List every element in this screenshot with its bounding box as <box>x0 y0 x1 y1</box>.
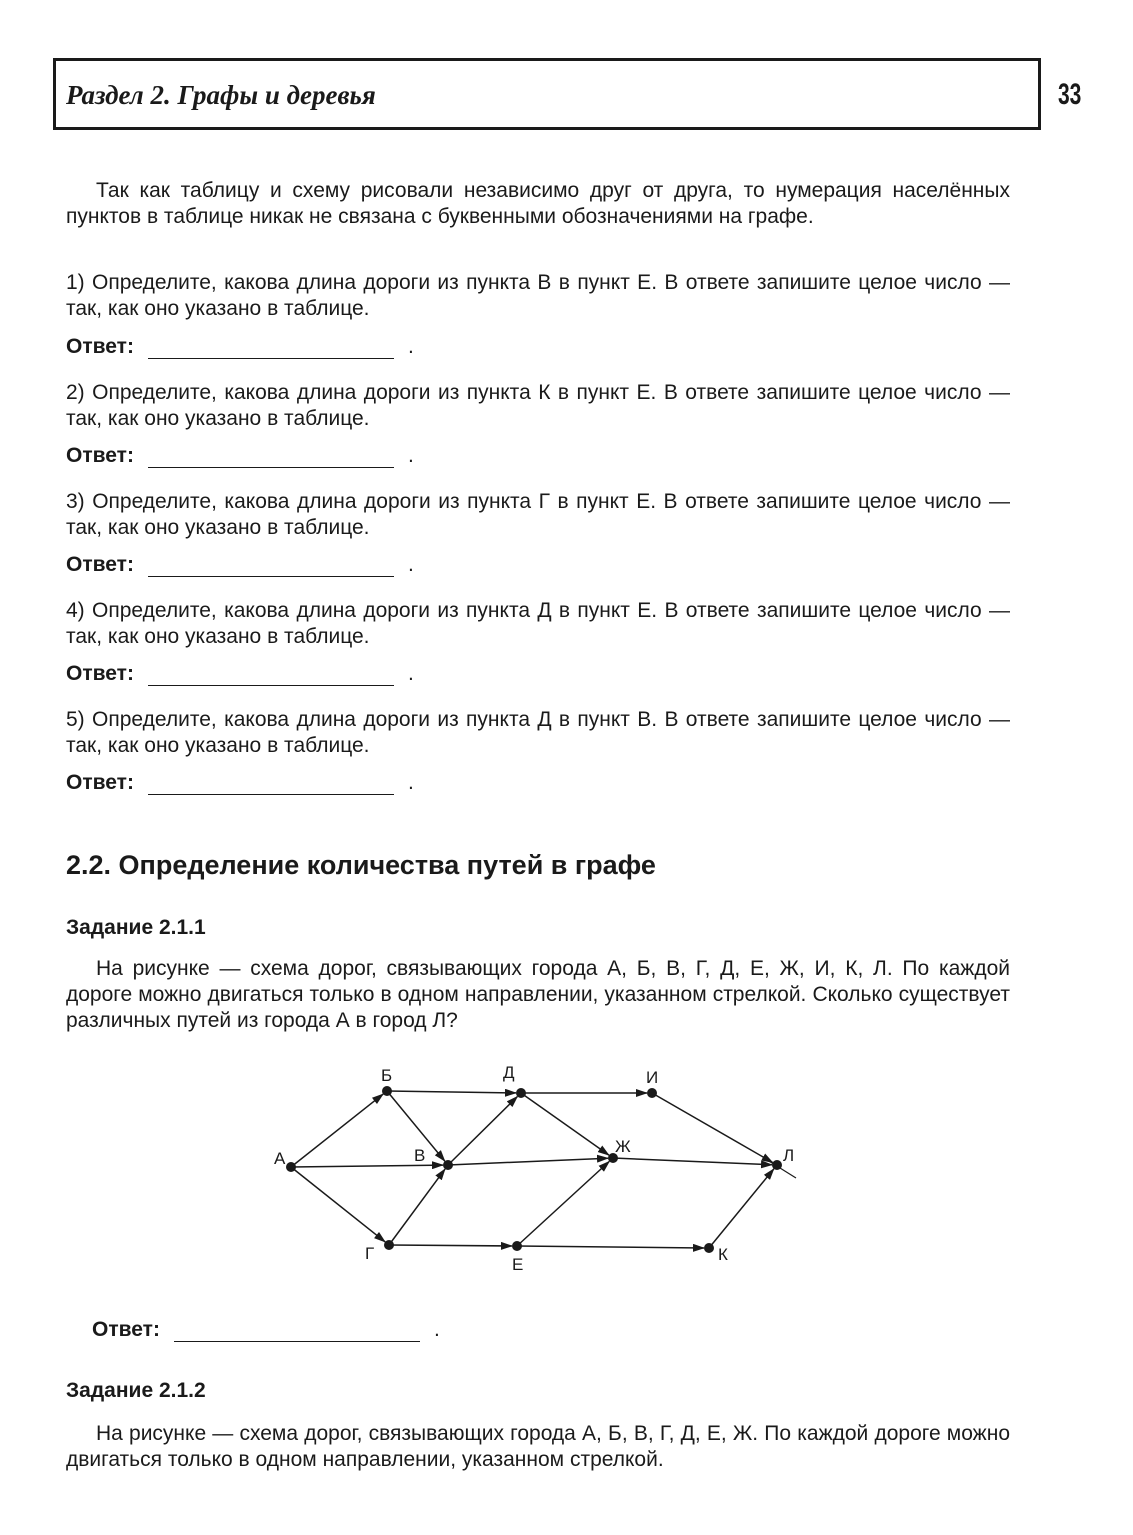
answer-field-task1[interactable] <box>174 1319 420 1342</box>
answer-row-1: Ответ: . <box>66 335 414 358</box>
node-G <box>384 1240 394 1250</box>
edge-I-L <box>652 1093 773 1163</box>
intro-paragraph: Так как таблицу и схему рисовали независимо друг от друга, то нумерация населённых пунктов в таблице никак не связана с буквенными обозначениями на графе. <box>66 179 1010 228</box>
answer-row-2: Ответ: . <box>66 444 414 467</box>
node-label-V: В <box>414 1146 426 1165</box>
edge-G-E <box>389 1245 512 1246</box>
node-E <box>512 1241 522 1251</box>
edge-B-D <box>387 1091 516 1093</box>
edge-E-K <box>517 1246 704 1248</box>
question-3: 3) Определите, какова длина дороги из пункта Г в пункт Е. В ответе запишите целое число — так, как оно указано в таблице. <box>66 490 1010 539</box>
page-number: 33 <box>1058 78 1082 111</box>
edge-D-Zh <box>521 1093 609 1155</box>
node-label-I: И <box>646 1068 659 1087</box>
answer-row-3: Ответ: . <box>66 553 414 576</box>
node-label-A: А <box>274 1149 286 1168</box>
answer-label: Ответ: <box>92 1318 160 1341</box>
node-label-K: К <box>718 1245 728 1264</box>
edge-Zh-L <box>613 1158 772 1165</box>
answer-row-5: Ответ: . <box>66 771 414 794</box>
question-2: 2) Определите, какова длина дороги из пункта К в пункт Е. В ответе запишите целое число — так, как оно указано в таблице. <box>66 381 1010 430</box>
question-5: 5) Определите, какова длина дороги из пункта Д в пункт В. В ответе запишите целое число — так, как оно указано в таблице. <box>66 708 1010 757</box>
edge-G-V <box>389 1169 445 1245</box>
node-label-E: Е <box>512 1255 524 1274</box>
question-4: 4) Определите, какова длина дороги из пункта Д в пункт Е. В ответе запишите целое число — так, как оно указано в таблице. <box>66 599 1010 648</box>
answer-label: Ответ: <box>66 553 134 576</box>
edge-A-G <box>291 1167 385 1242</box>
node-B <box>382 1086 392 1096</box>
node-K <box>704 1243 714 1253</box>
edge-A-B <box>291 1094 383 1167</box>
answer-row-task1: Ответ: . <box>92 1318 440 1341</box>
node-V <box>443 1160 453 1170</box>
task-title-1: Задание 2.1.1 <box>66 916 206 939</box>
node-label-Zh: Ж <box>615 1137 631 1156</box>
node-L <box>772 1160 782 1170</box>
node-label-G: Г <box>365 1244 375 1263</box>
section-title: 2.2. Определение количества путей в графе <box>66 850 656 880</box>
edge-E-Zh <box>517 1161 609 1246</box>
node-label-L: Л <box>783 1146 795 1165</box>
edge-K-L <box>709 1169 774 1248</box>
edge-A-V <box>291 1165 443 1167</box>
node-D <box>516 1088 526 1098</box>
task-title-2: Задание 2.1.2 <box>66 1379 206 1402</box>
answer-label: Ответ: <box>66 771 134 794</box>
task-text-2: На рисунке — схема дорог, связывающих города А, Б, В, Г, Д, Е, Ж. По каждой дороге можно двигаться только в одном направлении, указанном стрелкой. <box>66 1422 1010 1471</box>
edge-V-D <box>448 1097 517 1165</box>
answer-row-4: Ответ: . <box>66 662 414 685</box>
answer-label: Ответ: <box>66 444 134 467</box>
answer-label: Ответ: <box>66 662 134 685</box>
node-label-B: Б <box>381 1066 393 1085</box>
task-text-1: На рисунке — схема дорог, связывающих города А, Б, В, Г, Д, Е, Ж, И, К, Л. По каждой дороге можно двигаться только в одном направлении, указанном стрелкой. Сколько существует различных путей из города А в город Л? <box>66 957 1010 1032</box>
node-A <box>286 1162 296 1172</box>
chapter-title: Раздел 2. Графы и деревья <box>66 80 376 110</box>
edge-V-Zh <box>448 1158 608 1165</box>
node-label-D: Д <box>503 1063 515 1082</box>
node-I <box>647 1088 657 1098</box>
answer-label: Ответ: <box>66 335 134 358</box>
question-1: 1) Определите, какова длина дороги из пункта В в пункт Е. В ответе запишите целое число — так, как оно указано в таблице. <box>66 271 1010 320</box>
